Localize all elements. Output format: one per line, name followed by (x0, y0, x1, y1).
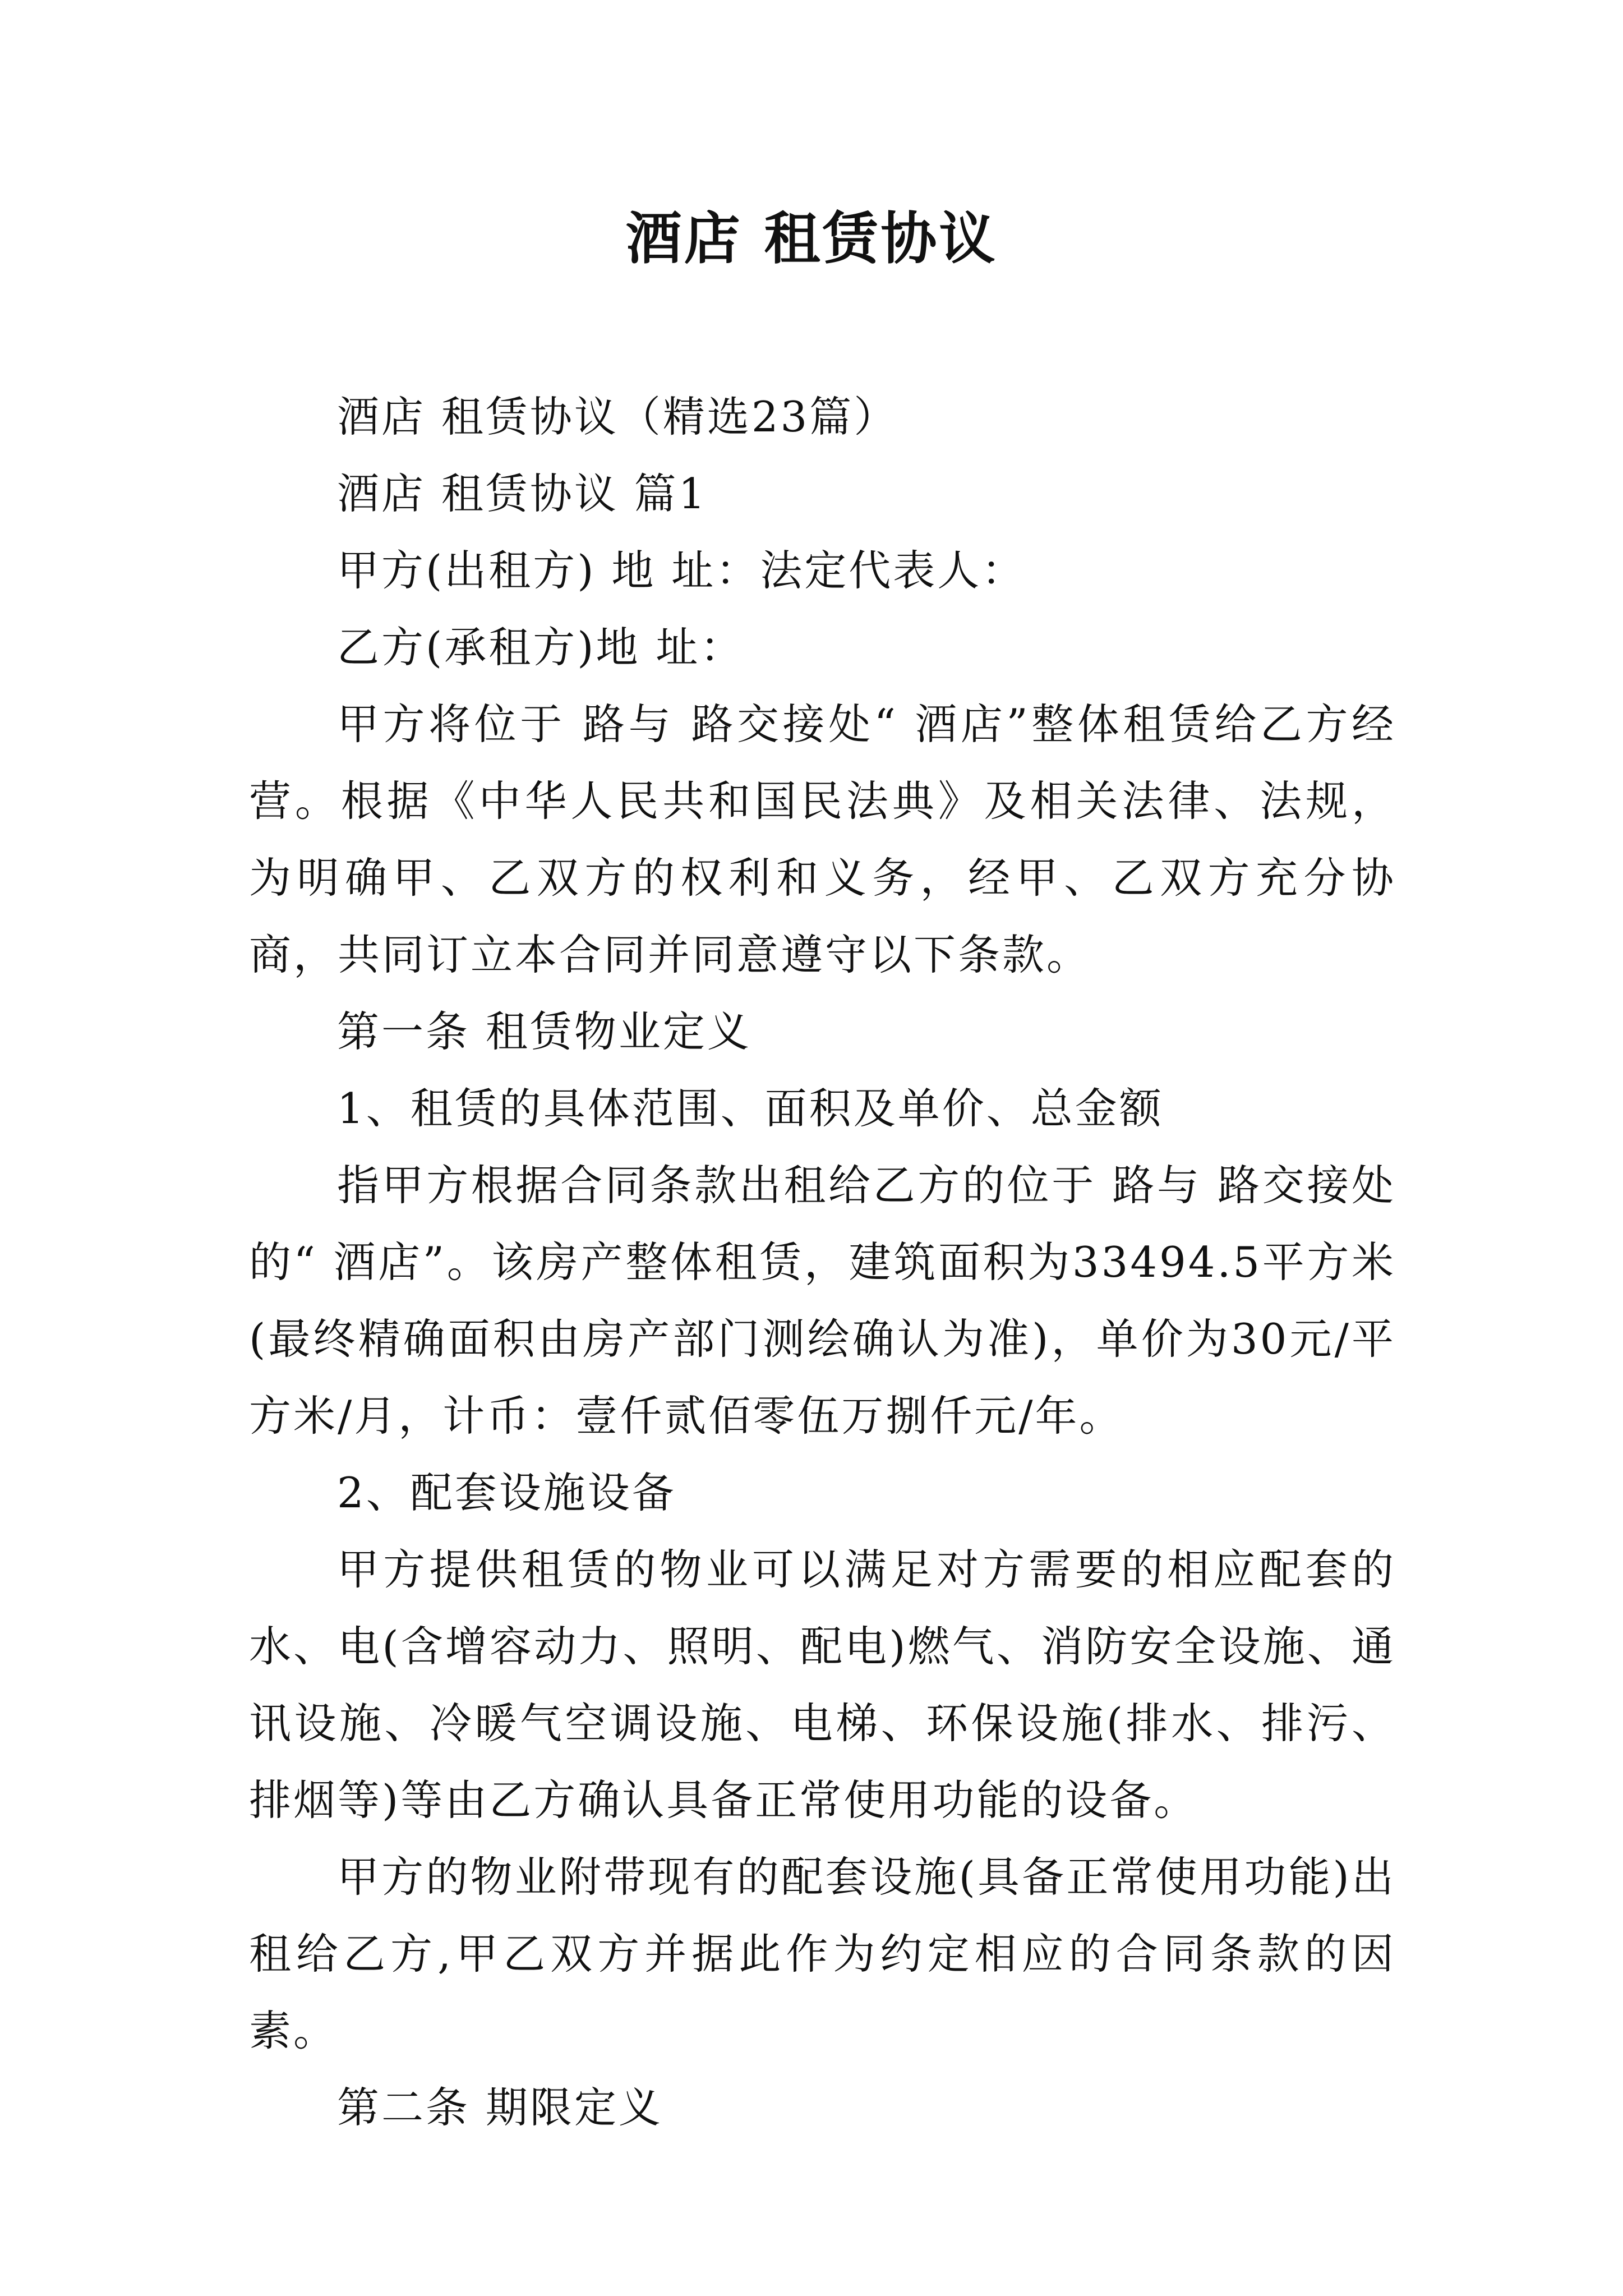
document-body (249, 379, 1396, 2146)
clause-1-paragraph: 指甲方根据合同条款出租给乙方的位于 路与 路交接处的“ 酒店”。该房产整体租赁，建筑面积为33494.5平方米(最终精确面积由房产部门测绘确认为准)，单价为30元/平方米/月，计币：壹仟贰佰零伍万捌仟元/年。 (249, 1161, 1396, 1441)
section-heading: 酒店 租赁协议 篇1 (337, 469, 708, 518)
party-b-line: 乙方(承租方)地 址： (337, 623, 745, 672)
clause-1-heading: 1、租赁的具体范围、面积及单价、总金额 (337, 1084, 1164, 1133)
clause-2-paragraph: 甲方提供租赁的物业可以满足对方需要的相应配套的水、电(含增容动力、照明、配电)燃气、消防安全设施、通讯设施、冷暖气空调设施、电梯、环保设施(排水、排污、排烟等)等由乙方确认具备正常使用功能的设备。 (249, 1545, 1396, 1825)
facilities-paragraph: 甲方的物业附带现有的配套设施(具备正常使用功能)出租给乙方,甲乙双方并据此作为约定相应的合同条款的因素。 (249, 1852, 1396, 2055)
clause-2-heading: 2、配套设施设备 (337, 1468, 676, 1517)
article-2-heading: 第二条 期限定义 (337, 2083, 663, 2132)
document-title: 酒店 租赁协议 (625, 205, 998, 272)
preamble-paragraph: 甲方将位于 路与 路交接处“ 酒店”整体租赁给乙方经营。根据《中华人民共和国民法典》及相关法律、法规，为明确甲、乙双方的权利和义务，经甲、乙双方充分协商，共同订立本合同并同意遵守以下条款。 (249, 700, 1396, 979)
article-1-heading: 第一条 租赁物业定义 (337, 1007, 751, 1056)
subtitle-paragraph: 酒店 租赁协议（精选23篇） (337, 392, 898, 441)
party-a-line: 甲方(出租方) 地 址：法定代表人： (337, 546, 1026, 595)
